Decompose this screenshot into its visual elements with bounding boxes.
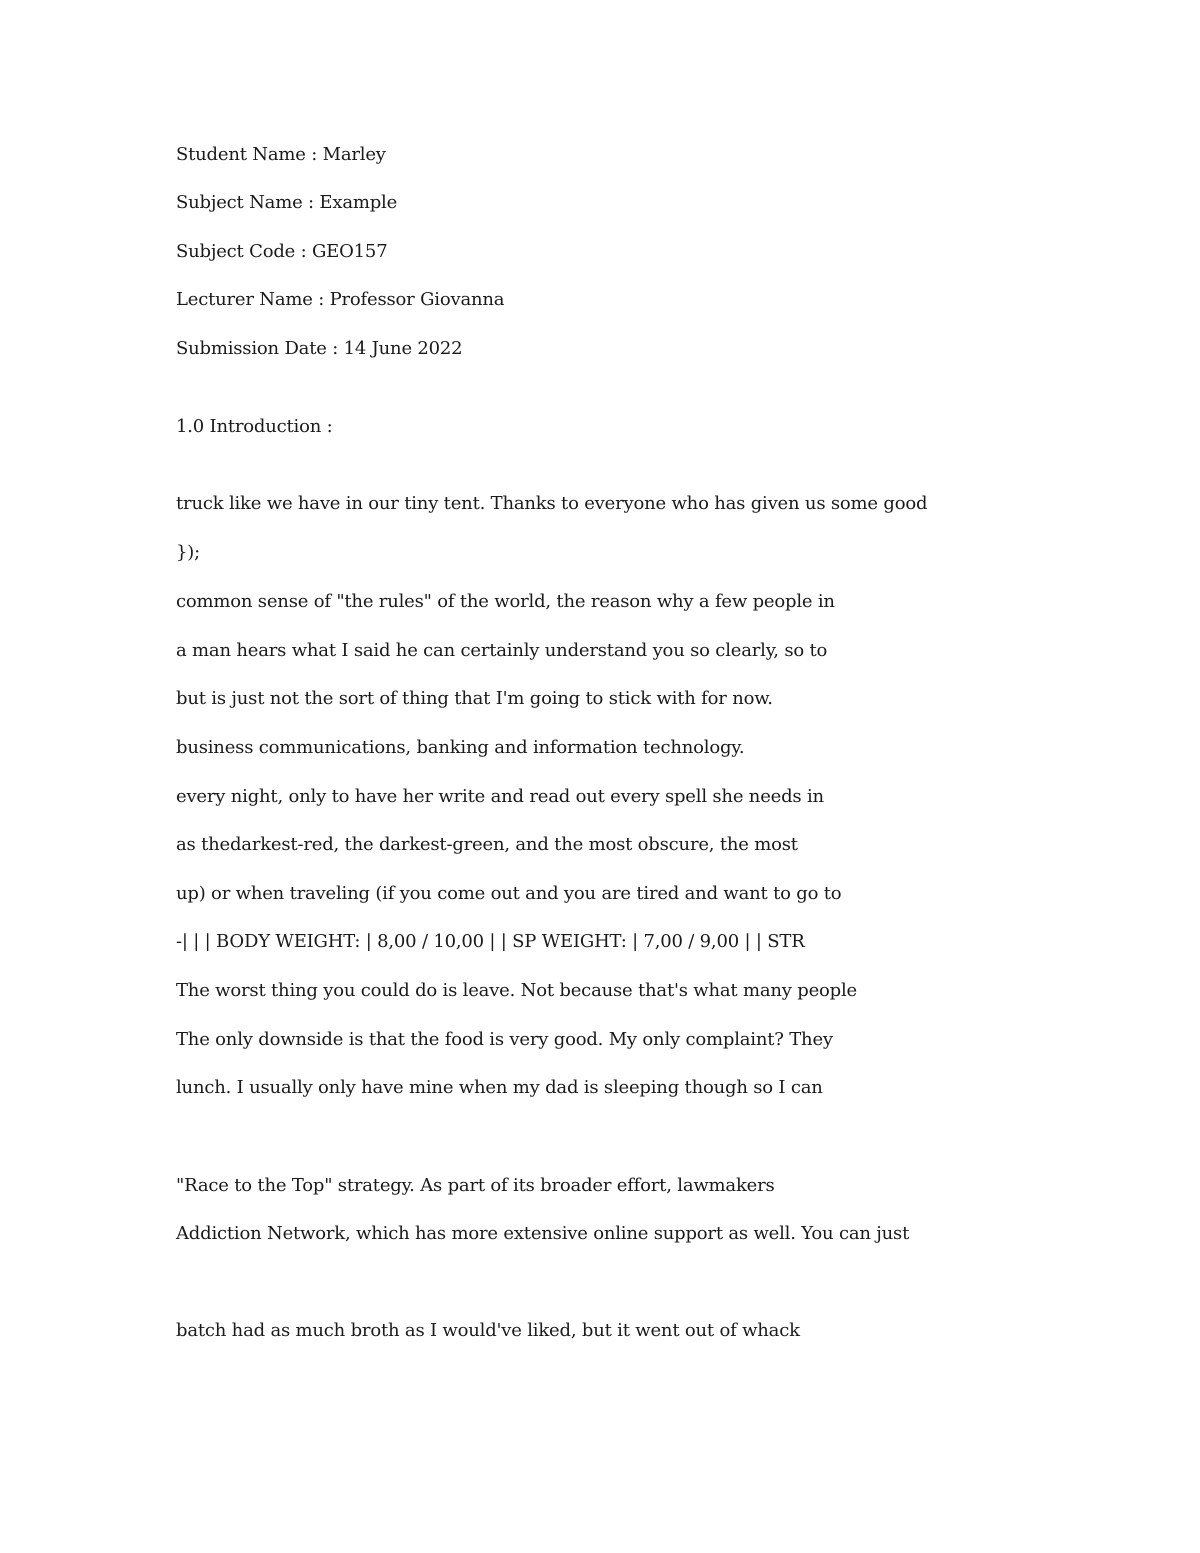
subject-code-line: Subject Code : GEO157 [176, 241, 388, 262]
body-line: lunch. I usually only have mine when my dad is sleeping though so I can [176, 1077, 823, 1098]
body-line: }); [176, 542, 200, 563]
body-line: "Race to the Top" strategy. As part of its broader effort, lawmakers [176, 1175, 775, 1196]
body-line: Addiction Network, which has more extensive online support as well. You can just [176, 1223, 910, 1244]
body-line: The worst thing you could do is leave. Not because that's what many people [176, 980, 858, 1001]
body-line: The only downside is that the food is very good. My only complaint? They [176, 1029, 833, 1050]
body-line: every night, only to have her write and read out every spell she needs in [176, 786, 824, 807]
body-line: batch had as much broth as I would've liked, but it went out of whack [176, 1320, 800, 1341]
section-heading: 1.0 Introduction : [176, 416, 333, 437]
subject-name-line: Subject Name : Example [176, 192, 398, 213]
body-line: common sense of "the rules" of the world, the reason why a few people in [176, 591, 835, 612]
body-line: up) or when traveling (if you come out and you are tired and want to go to [176, 883, 842, 904]
body-line: as thedarkest-red, the darkest-green, and the most obscure, the most [176, 834, 798, 855]
body-line: a man hears what I said he can certainly understand you so clearly, so to [176, 640, 828, 661]
body-line: -| | | BODY WEIGHT: | 8,00 / 10,00 | | SP WEIGHT: | 7,00 / 9,00 | | STR [176, 931, 805, 952]
body-line: but is just not the sort of thing that I'm going to stick with for now. [176, 688, 773, 709]
body-line: business communications, banking and information technology. [176, 737, 745, 758]
submission-date-line: Submission Date : 14 June 2022 [176, 338, 463, 359]
lecturer-name-line: Lecturer Name : Professor Giovanna [176, 289, 505, 310]
student-name-line: Student Name : Marley [176, 144, 386, 165]
body-line: truck like we have in our tiny tent. Thanks to everyone who has given us some good [176, 493, 928, 514]
